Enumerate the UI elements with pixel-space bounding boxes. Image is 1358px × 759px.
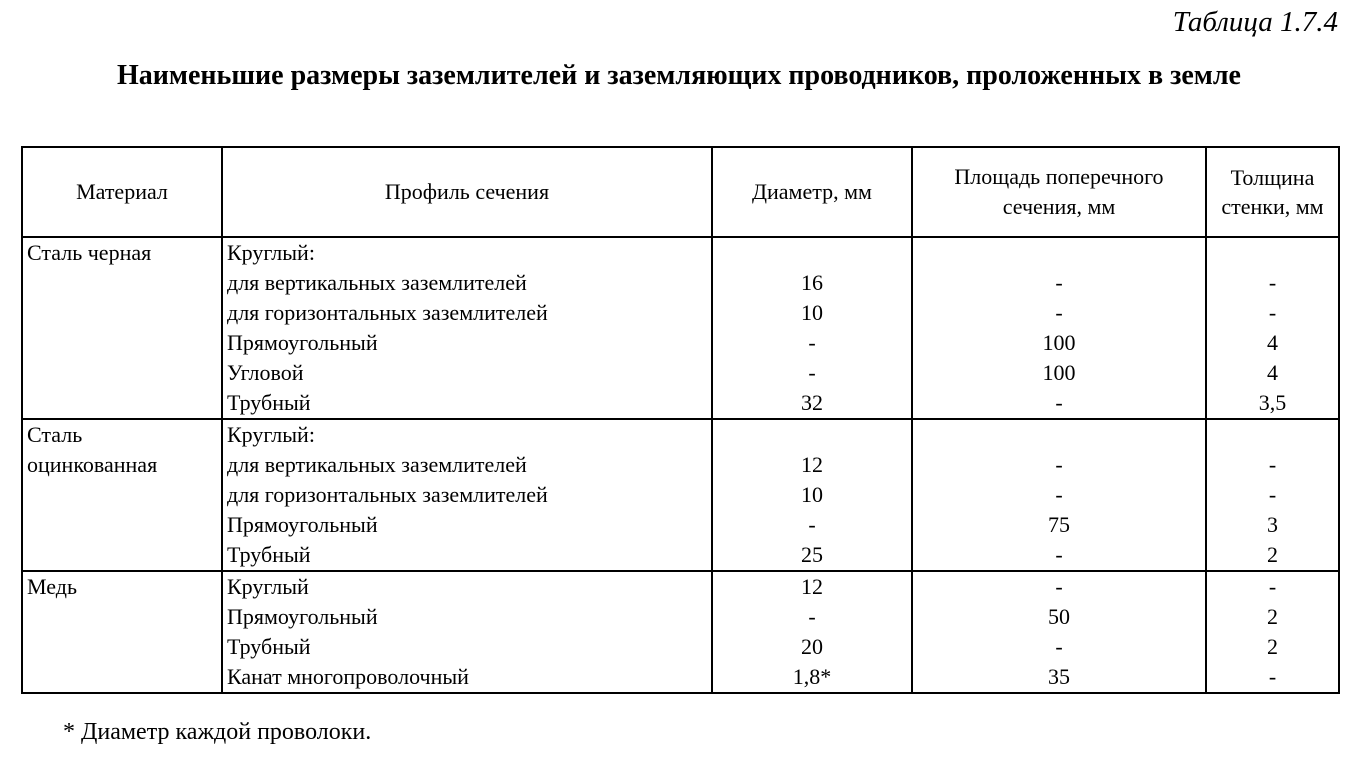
profile-cell: Круглый <box>222 571 712 602</box>
diameter-cell: 12 <box>712 450 912 480</box>
table-row <box>22 571 1339 602</box>
diameter-cell: 10 <box>712 480 912 510</box>
grounding-dimensions-table <box>21 146 1340 694</box>
profile-cell: для вертикальных заземлителей <box>222 268 712 298</box>
area-cell: - <box>912 540 1206 571</box>
wall-cell: - <box>1206 571 1339 602</box>
area-cell: 50 <box>912 602 1206 632</box>
diameter-cell: 10 <box>712 298 912 328</box>
diameter-cell: 16 <box>712 268 912 298</box>
header-row <box>22 147 1339 237</box>
profile-cell: Трубный <box>222 388 712 419</box>
header-diameter: Диаметр, мм <box>712 147 912 237</box>
table-row <box>22 419 1339 450</box>
profile-cell: для горизонтальных заземлителей <box>222 298 712 328</box>
profile-cell: Канат многопроволочный <box>222 662 712 693</box>
wall-cell: - <box>1206 268 1339 298</box>
diameter-cell: - <box>712 328 912 358</box>
wall-cell: - <box>1206 480 1339 510</box>
table-number: Таблица 1.7.4 <box>1172 6 1338 38</box>
material-cell: Сталь черная <box>22 237 222 419</box>
header-wall-thickness: Толщина стенки, мм <box>1206 147 1339 237</box>
area-cell: - <box>912 268 1206 298</box>
table-header <box>22 147 1339 237</box>
header-material: Материал <box>22 147 222 237</box>
profile-cell: Прямоугольный <box>222 602 712 632</box>
footnote: * Диаметр каждой проволоки. <box>63 719 372 745</box>
profile-cell: Круглый: <box>222 419 712 450</box>
wall-cell: 2 <box>1206 602 1339 632</box>
area-cell: - <box>912 571 1206 602</box>
wall-cell: 3 <box>1206 510 1339 540</box>
area-cell <box>912 237 1206 268</box>
wall-cell: - <box>1206 662 1339 693</box>
wall-cell: 4 <box>1206 328 1339 358</box>
wall-cell <box>1206 419 1339 450</box>
diameter-cell: 32 <box>712 388 912 419</box>
diameter-cell: - <box>712 510 912 540</box>
table-title: Наименьшие размеры заземлителей и заземляющих проводников, проложенных в земле <box>117 60 1241 91</box>
material-group <box>22 237 1339 419</box>
material-group <box>22 571 1339 693</box>
material-group <box>22 419 1339 571</box>
profile-cell: Угловой <box>222 358 712 388</box>
area-cell: - <box>912 632 1206 662</box>
wall-cell <box>1206 237 1339 268</box>
diameter-cell: 1,8* <box>712 662 912 693</box>
profile-cell: Прямоугольный <box>222 510 712 540</box>
header-profile: Профиль сечения <box>222 147 712 237</box>
diameter-cell: 12 <box>712 571 912 602</box>
wall-cell: 4 <box>1206 358 1339 388</box>
table-row <box>22 237 1339 268</box>
profile-cell: Прямоугольный <box>222 328 712 358</box>
profile-cell: для горизонтальных заземлителей <box>222 480 712 510</box>
wall-cell: - <box>1206 450 1339 480</box>
profile-cell: Трубный <box>222 540 712 571</box>
header-area: Площадь поперечного сечения, мм <box>912 147 1206 237</box>
area-cell: - <box>912 298 1206 328</box>
material-cell: Сталь оцинкованная <box>22 419 222 571</box>
area-cell: - <box>912 388 1206 419</box>
area-cell: 100 <box>912 358 1206 388</box>
area-cell: - <box>912 450 1206 480</box>
area-cell: 75 <box>912 510 1206 540</box>
material-cell: Медь <box>22 571 222 693</box>
profile-cell: для вертикальных заземлителей <box>222 450 712 480</box>
diameter-cell: 20 <box>712 632 912 662</box>
diameter-cell: - <box>712 358 912 388</box>
diameter-cell <box>712 419 912 450</box>
profile-cell: Трубный <box>222 632 712 662</box>
area-cell: - <box>912 480 1206 510</box>
wall-cell: 2 <box>1206 632 1339 662</box>
area-cell <box>912 419 1206 450</box>
wall-cell: 2 <box>1206 540 1339 571</box>
diameter-cell <box>712 237 912 268</box>
diameter-cell: 25 <box>712 540 912 571</box>
wall-cell: - <box>1206 298 1339 328</box>
diameter-cell: - <box>712 602 912 632</box>
profile-cell: Круглый: <box>222 237 712 268</box>
area-cell: 100 <box>912 328 1206 358</box>
wall-cell: 3,5 <box>1206 388 1339 419</box>
area-cell: 35 <box>912 662 1206 693</box>
